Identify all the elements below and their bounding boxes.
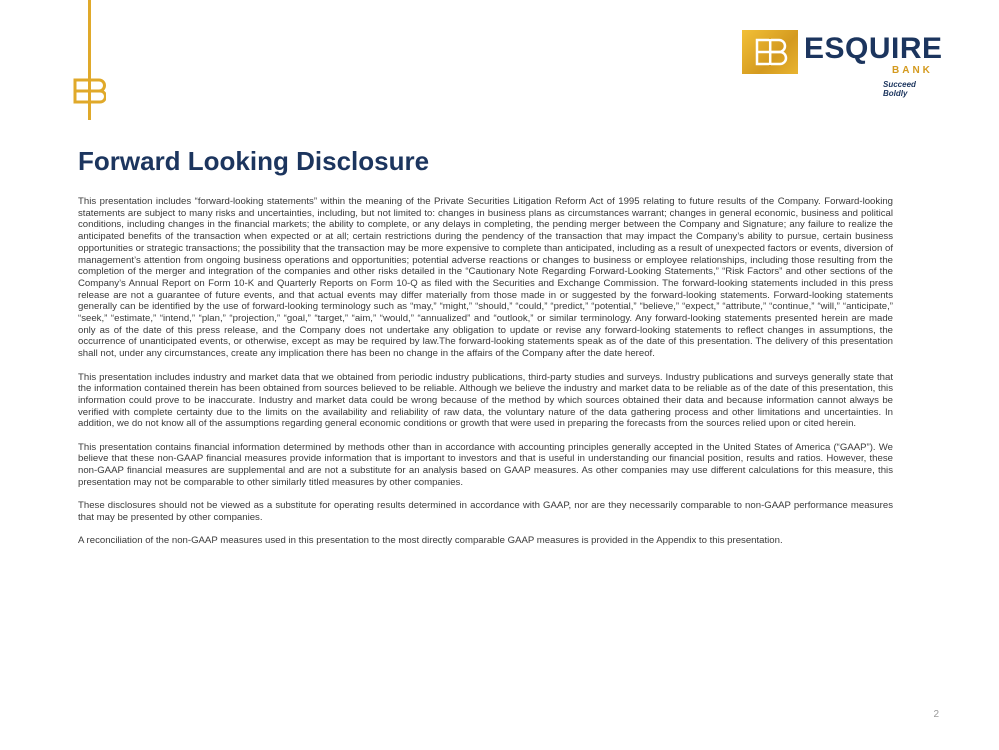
logo-eb-box [742, 30, 798, 74]
paragraph-substitute: These disclosures should not be viewed as a substitute for operating results determined in accordance with GAAP, nor are they necessarily comparable to non-GAAP performance measures that may be presented by other companies. [78, 500, 893, 523]
logo-bank-text: BANK [892, 65, 933, 76]
paragraph-reconciliation: A reconciliation of the non-GAAP measures used in this presentation to the most directly comparable GAAP measures is provided in the Appendix to this presentation. [78, 535, 783, 547]
paragraph-forward-looking: This presentation includes “forward-looking statements” within the meaning of the Private Securities Litigation Reform Act of 1995 relating to future results of the Company. Forward-looking statements are subject to many risks and uncertainties, including, but not limited to: changes in business plans as circumstances warrant; changes in general economic, business and political conditions, including changes in the financial markets; the ability to complete, or any delays in completing, the pending merger between the Company and Signature; any failure to realize the anticipated benefits of the transaction when expected or at all; certain restrictions during the pendency of the transaction that may impact the Company’s ability to pursue, certain business opportunities or strategic transactions; the possibility that the transaction may be more expensive to complete than anticipated, including as a result of unexpected factors or events, diversion of management’s attention from ongoing business operations and opportunities; potential adverse reactions or changes to business or employee relationships, including those resulting from the completion of the merger and integration of the companies and other risks detailed in the “Cautionary Note Regarding Forward-Looking Statements,” “Risk Factors” and other sections of the Company’s Annual Report on Form 10-K and Quarterly Reports on Form 10-Q as filed with the Securities and Exchange Commission. The forward-looking statements included in this press release are not a guarantee of future events, and that actual events may differ materially from those made in or suggested by the forward-looking statements. Forward-looking statements generally can be identified by the use of forward-looking terminology such as “may,” “might,” “should,” “could,” “predict,” “potential,” “believe,” “expect,” “attribute,” “continue,” “will,” “anticipate,” “seek,” “estimate,” “intend,” “plan,” “projection,” “goal,” “target,” “aim,” “would,” “annualized” and “outlook,” or similar terminology. Any forward-looking statements presented herein are made only as of the date of this press release, and the Company does not undertake any obligation to update or revise any forward-looking statements to reflect changes in assumptions, the occurrence of unanticipated events, or otherwise, except as may be required by law.The forward-looking statements speak as of the date of this presentation. The delivery of this presentation shall not, under any circumstances, create any implication there has been no change in the affairs of the Company after the date hereof. [78, 196, 893, 360]
esquire-bank-logo [742, 30, 943, 98]
paragraph-non-gaap: This presentation contains financial information determined by methods other than in accordance with accounting principles generally accepted in the United States of America (“GAAP”). We believe that these non-GAAP financial measures provide information that is important to investors and that is useful in understanding our financial position, results and ratios. However, these non-GAAP financial measures are supplemental and are not a substitute for an analysis based on GAAP measures. As other companies may use different calculations for this measure, this presentation may not be comparable to other similarly titled measures by other companies. [78, 441, 893, 488]
page-title: Forward Looking Disclosure [78, 146, 430, 176]
eb-monogram-icon [72, 78, 106, 104]
page-number: 2 [933, 709, 939, 720]
paragraph-industry-data: This presentation includes industry and market data that we obtained from periodic industry publications, third-party studies and surveys. Industry publications and surveys generally state that the information contained therein has been obtained from sources believed to be reliable. Although we believe the industry and market data to be reliable as of the date of this presentation, this information could prove to be inaccurate. Industry and market data could be wrong because of the method by which sources obtained their data and because information cannot always be verified with complete certainty due to the limits on the availability and reliability of raw data, the voluntary nature of the data gathering process and other limitations and uncertainties. In addition, we do not know all of the assumptions regarding general economic conditions or growth that were used in preparing the forecasts from the sources relied upon or cited herein. [78, 371, 893, 430]
disclosure-body [78, 196, 893, 559]
logo-wordmark: ESQUIRE [804, 32, 943, 65]
logo-eb-icon [742, 30, 798, 74]
logo-tagline: Succeed Boldly [883, 80, 916, 98]
